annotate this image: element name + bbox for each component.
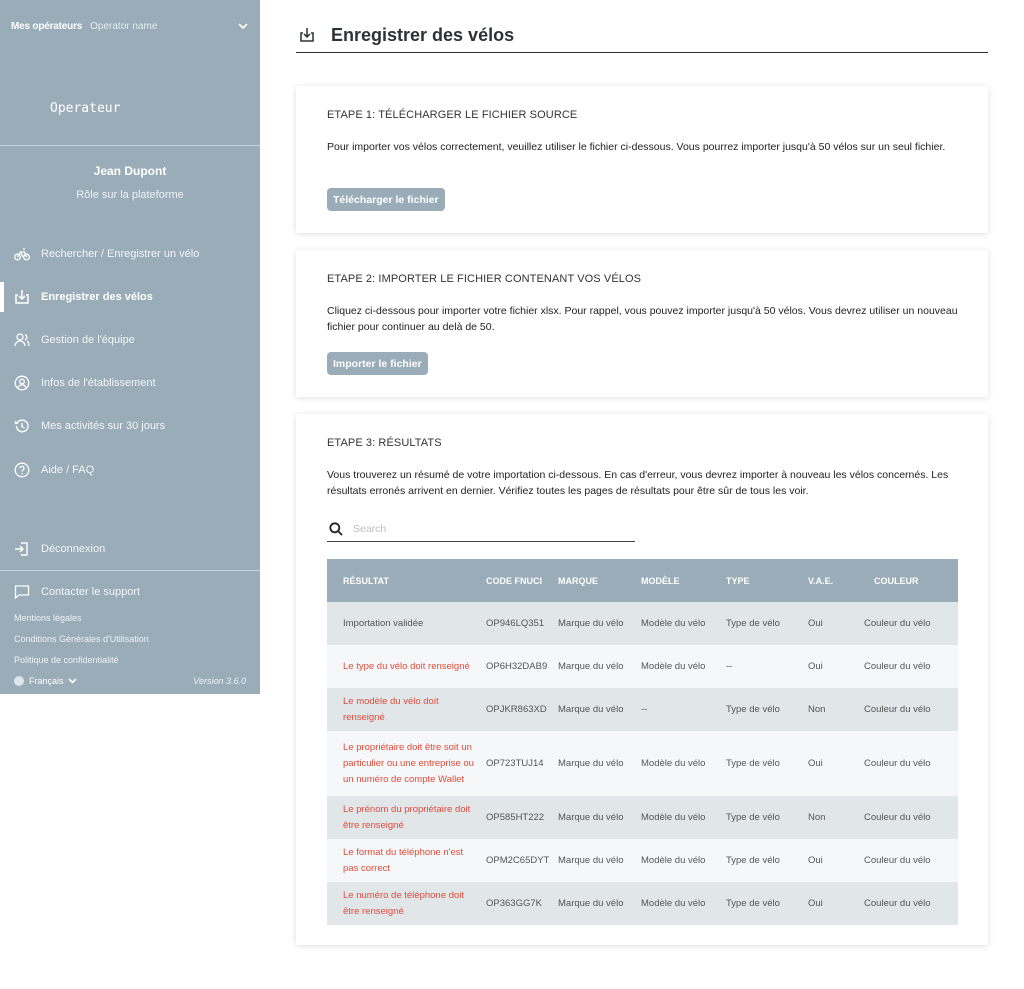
table-row[interactable] [327,645,958,688]
cell-color: Couleur du vélo [854,731,958,796]
flag-icon [14,676,24,686]
cell-model: Modèle du vélo [637,882,722,925]
team-icon [14,332,30,348]
cell-type: Type de vélo [722,688,804,731]
cell-vae: Oui [804,839,854,882]
version-label: Version 3.6.0 [193,676,246,686]
cell-color: Couleur du vélo [854,645,958,688]
table-row[interactable] [327,839,958,882]
contact-support-link[interactable] [0,577,260,607]
import-icon [14,289,30,305]
language-label: Français [29,676,64,686]
cell-type: Type de vélo [722,731,804,796]
header-color[interactable]: COULEUR [854,559,958,602]
operator-value: Operator name [90,20,158,32]
operator-label: Mes opérateurs [11,20,83,32]
sidebar-item-label: Rechercher / Enregistrer un vélo [41,248,200,260]
bike-icon [14,246,30,262]
sidebar-item-search-bike[interactable] [0,239,260,269]
header-vae[interactable]: V.A.E. [804,559,854,602]
sidebar-item-label: Enregistrer des vélos [41,291,153,303]
cell-result: Importation validée [327,602,482,645]
cell-model: Modèle du vélo [637,731,722,796]
page-header [296,18,988,53]
cell-vae: Non [804,688,854,731]
header-type[interactable]: TYPE [722,559,804,602]
cell-result: Le prénom du propriétaire doit être renseigné [327,796,482,839]
cell-model: Modèle du vélo [637,645,722,688]
cell-color: Couleur du vélo [854,839,958,882]
search-input[interactable] [353,523,623,535]
support-label: Contacter le support [41,586,141,598]
logout-button[interactable] [0,534,260,564]
cell-code: OP946LQ351 [482,602,554,645]
sidebar-item-label: Aide / FAQ [41,464,95,476]
cell-color: Couleur du vélo [854,602,958,645]
cell-code: OPM2C65DYT [482,839,554,882]
sidebar [0,0,260,694]
sidebar-item-team[interactable] [0,325,260,355]
import-icon [299,26,317,44]
step1-title: ETAPE 1: TÉLÉCHARGER LE FICHIER SOURCE [327,109,578,121]
cell-brand: Marque du vélo [554,645,637,688]
cell-type: -- [722,645,804,688]
cell-type: Type de vélo [722,839,804,882]
cell-result: Le numéro de téléphone doit être renseigné [327,882,482,925]
step2-card [296,250,988,397]
table-row[interactable] [327,796,958,839]
cell-brand: Marque du vélo [554,688,637,731]
history-icon [14,418,30,434]
cell-result: Le type du vélo doit renseigné [327,645,482,688]
chevron-down-icon [68,678,77,684]
cell-color: Couleur du vélo [854,882,958,925]
sidebar-item-label: Infos de l'établissement [41,377,156,389]
divider [0,145,260,146]
import-file-button[interactable]: Importer le fichier [327,352,428,375]
cell-brand: Marque du vélo [554,882,637,925]
step3-card [296,414,988,945]
header-result[interactable]: RÉSULTAT [327,559,482,602]
chevron-down-icon[interactable] [237,20,249,32]
step2-description: Cliquez ci-dessous pour importer votre fichier xlsx. Pour rappel, vous pouvez importer jusqu'à 50 vélos. Vous devrez utiliser un nouveau fichier pour continuer au delà de 50. [327,305,958,333]
cell-vae: Oui [804,882,854,925]
cell-model: Modèle du vélo [637,602,722,645]
step3-description: Vous trouverez un résumé de votre importation ci-dessous. En cas d'erreur, vous devrez importer à nouveau les vélos concernés. Les résultats erronés arrivent en dernier. Vérifiez toutes les pages de résultats pour être sûr de tous les voir. [327,469,949,497]
cell-vae: Oui [804,645,854,688]
sidebar-item-label: Gestion de l'équipe [41,334,135,346]
user-role: Rôle sur la plateforme [76,189,184,201]
page-title: Enregistrer des vélos [331,24,515,45]
step1-description: Pour importer vos vélos correctement, veuillez utiliser le fichier ci-dessous. Vous pourrez importer jusqu'à 50 vélos sur un seul fichier. [327,141,946,153]
divider [0,570,260,571]
cell-code: OPJKR863XD [482,688,554,731]
logout-label: Déconnexion [41,543,106,555]
cell-model: Modèle du vélo [637,839,722,882]
sidebar-item-label: Mes activités sur 30 jours [41,420,166,432]
header-code[interactable]: CODE FNUCI [482,559,554,602]
step2-title: ETAPE 2: IMPORTER LE FICHIER CONTENANT VOS VÉLOS [327,273,642,285]
cell-vae: Oui [804,731,854,796]
cell-color: Couleur du vélo [854,796,958,839]
cell-result: Le propriétaire doit être soit un particulier ou une entreprise ou un numéro de compte Wallet [327,731,482,796]
search-icon [329,521,345,537]
cell-type: Type de vélo [722,796,804,839]
cell-brand: Marque du vélo [554,731,637,796]
cell-brand: Marque du vélo [554,796,637,839]
table-row[interactable] [327,688,958,731]
cell-result: Le format du téléphone n'est pas correct [327,839,482,882]
cell-code: OP6H32DAB9 [482,645,554,688]
cell-color: Couleur du vélo [854,688,958,731]
search-bar [327,516,635,542]
cell-code: OP585HT222 [482,796,554,839]
logout-icon [14,541,30,557]
cell-brand: Marque du vélo [554,839,637,882]
help-icon [14,462,30,478]
download-file-button[interactable]: Télécharger le fichier [327,188,445,211]
operator-title: Operateur [50,101,121,116]
legal-link[interactable]: Mentions légales [14,613,82,623]
cell-vae: Non [804,796,854,839]
language-selector[interactable] [14,676,77,686]
table-row[interactable] [327,731,958,796]
step3-title: ETAPE 3: RÉSULTATS [327,437,442,449]
header-model[interactable]: MODÈLE [637,559,722,602]
sidebar-item-register-bikes[interactable] [0,282,260,312]
operator-selector[interactable] [11,18,249,34]
cell-code: OP723TUJ14 [482,731,554,796]
cell-code: OP363GG7K [482,882,554,925]
table-header-row [327,559,958,602]
cell-type: Type de vélo [722,602,804,645]
sidebar-item-help[interactable] [0,455,260,485]
cell-vae: Oui [804,602,854,645]
header-brand[interactable]: MARQUE [554,559,637,602]
cell-brand: Marque du vélo [554,602,637,645]
cell-model: -- [637,688,722,731]
cgu-link[interactable]: Conditions Générales d'Utilisation [14,634,149,644]
results-table [327,559,958,925]
chat-icon [14,584,30,600]
table-row[interactable] [327,882,958,925]
step1-card [296,86,988,233]
cell-result: Le modèle du vélo doit renseigné [327,688,482,731]
table-row[interactable] [327,602,958,645]
privacy-link[interactable]: Politique de confidentialité [14,655,119,665]
user-name: Jean Dupont [93,164,167,178]
sidebar-item-establishment[interactable] [0,368,260,398]
cell-type: Type de vélo [722,882,804,925]
cell-model: Modèle du vélo [637,796,722,839]
sidebar-item-activities[interactable] [0,411,260,441]
user-circle-icon [14,375,30,391]
